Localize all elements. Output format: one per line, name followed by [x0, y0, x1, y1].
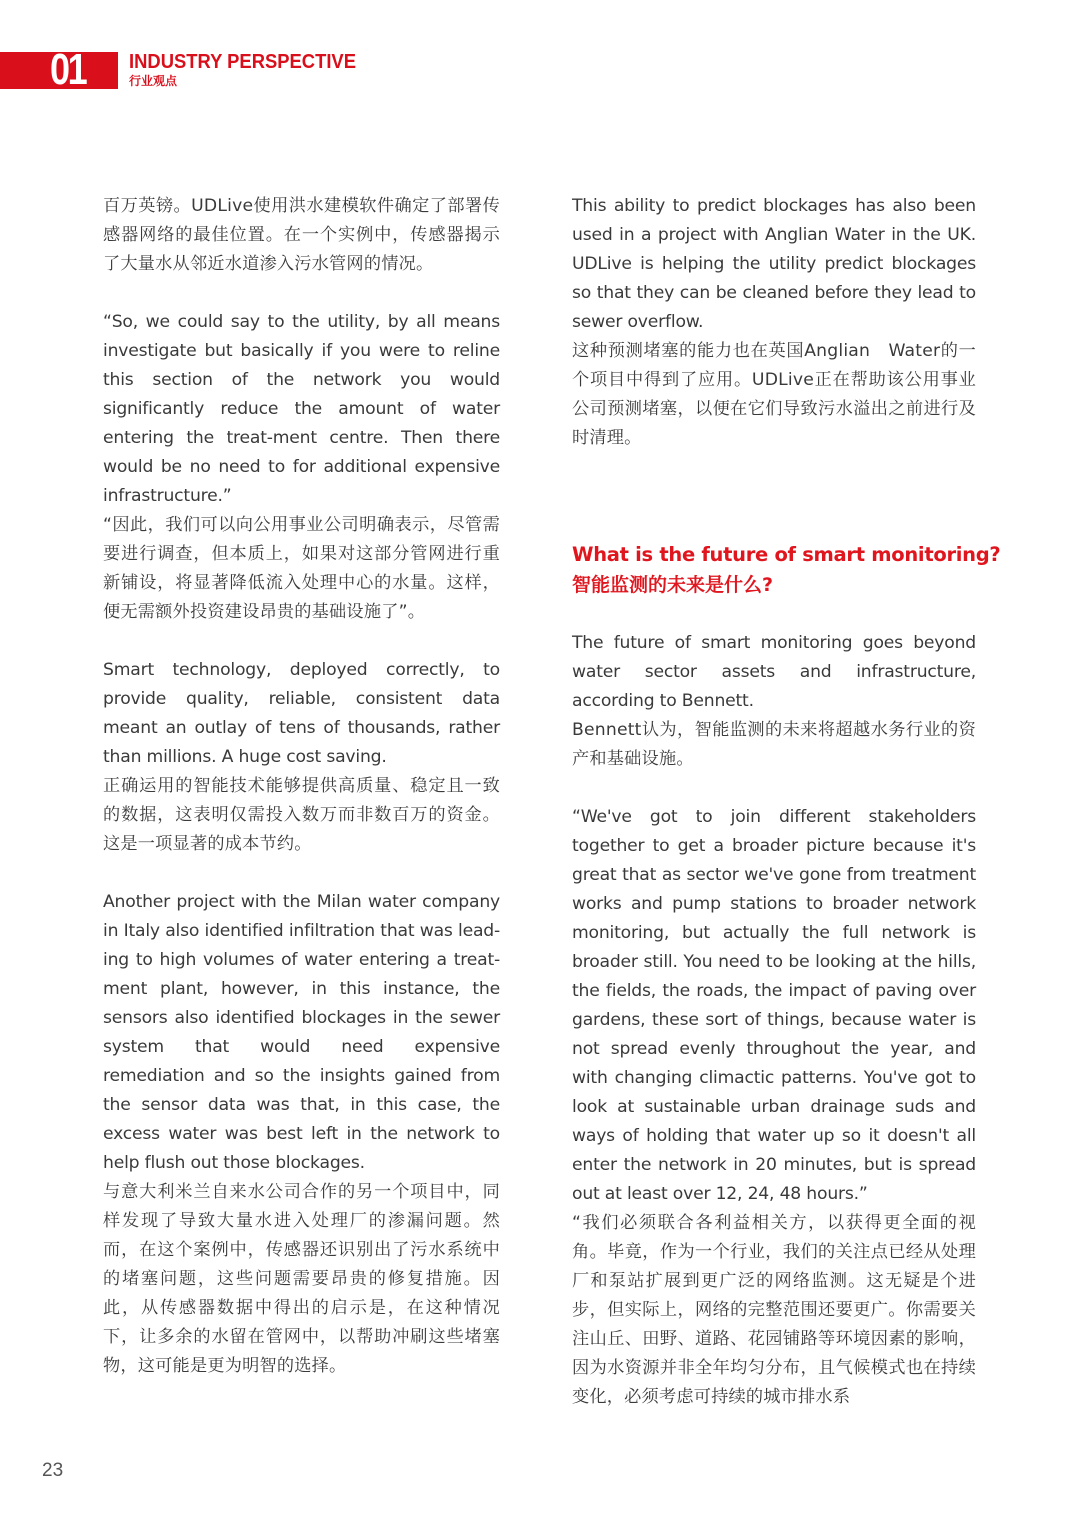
paragraph-zh: 百万英镑。UDLive使用洪水建模软件确定了部署传感器网络的最佳位置。在一个实例中，传感器揭示了大量水从邻近水道渗入污水管网的情况。: [103, 196, 500, 274]
right-column: [572, 192, 1001, 1412]
section-subtitle: 行业观点: [129, 74, 178, 88]
page-number: 23: [42, 1460, 64, 1481]
section-title: INDUSTRY PERSPECTIVE: [129, 51, 356, 73]
paragraph-zh: Bennett认为，智能监测的未来将超越水务行业的资产和基础设施。: [572, 720, 976, 769]
quote-en: “We've got to join different stakeholders together to get a broader picture because it's great that as sector we've gone from treatment works and pump stations to broader network monitoring, but actually the full network is broader still. You need to be looking at the hills, the fields, the roads, the impact of paving over gardens, these sort of things, because water is not spread evenly throughout the year, and with changing climactic patterns. You've got to look at sustainable urban drainage suds and ways of holding that water up so it doesn't all enter the network in 20 minutes, but is spread out at least over 12, 24, 48 hours.”: [572, 807, 976, 1204]
quote-zh: “我们必须联合各利益相关方，以获得更全面的视角。毕竟，作为一个行业，我们的关注点已经从处理厂和泵站扩展到更广泛的网络监测。这无疑是个进步，但实际上，网络的完整范围还要更广。你需要关注山丘、田野、道路、花园铺路等环境因素的影响，因为水资源并非全年均匀分布，且气候模式也在持续变化，必须考虑可持续的城市排水系: [572, 1213, 976, 1407]
left-column: [103, 192, 500, 1381]
paragraph-zh: “因此，我们可以向公用事业公司明确表示，尽管需要进行调查，但本质上，如果对这部分管网进行重新铺设，将显著降低流入处理中心的水量。这样，便无需额外投资建设昂贵的基础设施了”。: [103, 515, 500, 622]
paragraph-zh: 这种预测堵塞的能力也在英国Anglian Water的一个项目中得到了应用。UDLive正在帮助该公用事业公司预测堵塞，以便在它们导致污水溢出之前进行及时清理。: [572, 341, 976, 448]
paragraph-en: Another project with the Milan water company in Italy also identified infiltration that was lead-ing to high volumes of water entering a treat-ment plant, however, in this instance, the sensors also identified blockages in the sewer system that would need expensive remediation and so the insights gained from the sensor data was that, in this case, the excess water was best left in the network to help flush out those blockages.: [103, 892, 500, 1173]
paragraph-en: This ability to predict blockages has also been used in a project with Anglian Water in the UK. UDLive is helping the utility predict blockages so that they can be cleaned before they lead to sewer overflow.: [572, 196, 976, 332]
section-heading-zh: 智能监测的未来是什么?: [572, 574, 774, 596]
section-heading-en: What is the future of smart monitoring?: [572, 543, 1001, 566]
paragraph-en: Smart technology, deployed correctly, to provide quality, reliable, consistent data meant an outlay of tens of thousands, rather than millions. A huge cost saving.: [103, 660, 500, 767]
paragraph-en: The future of smart monitoring goes beyond water sector assets and infrastructure, according to Bennett.: [572, 633, 976, 711]
paragraph-zh: 与意大利米兰自来水公司合作的另一个项目中，同样发现了导致大量水进入处理厂的渗漏问题。然而，在这个案例中，传感器还识别出了污水系统中的堵塞问题，这些问题需要昂贵的修复措施。因此，从传感器数据中得出的启示是，在这种情况下，让多余的水留在管网中，以帮助冲刷这些堵塞物，这可能是更为明智的选择。: [103, 1182, 500, 1376]
section-number: 01: [50, 45, 86, 94]
paragraph-zh: 正确运用的智能技术能够提供高质量、稳定且一致的数据，这表明仅需投入数万而非数百万的资金。这是一项显著的成本节约。: [103, 776, 500, 854]
paragraph-en: “So, we could say to the utility, by all means investigate but basically if you were to reline this section of the network you would significantly reduce the amount of water entering the treat-ment centre. Then there would be no need to for additional expensive infrastructure.”: [103, 312, 500, 506]
